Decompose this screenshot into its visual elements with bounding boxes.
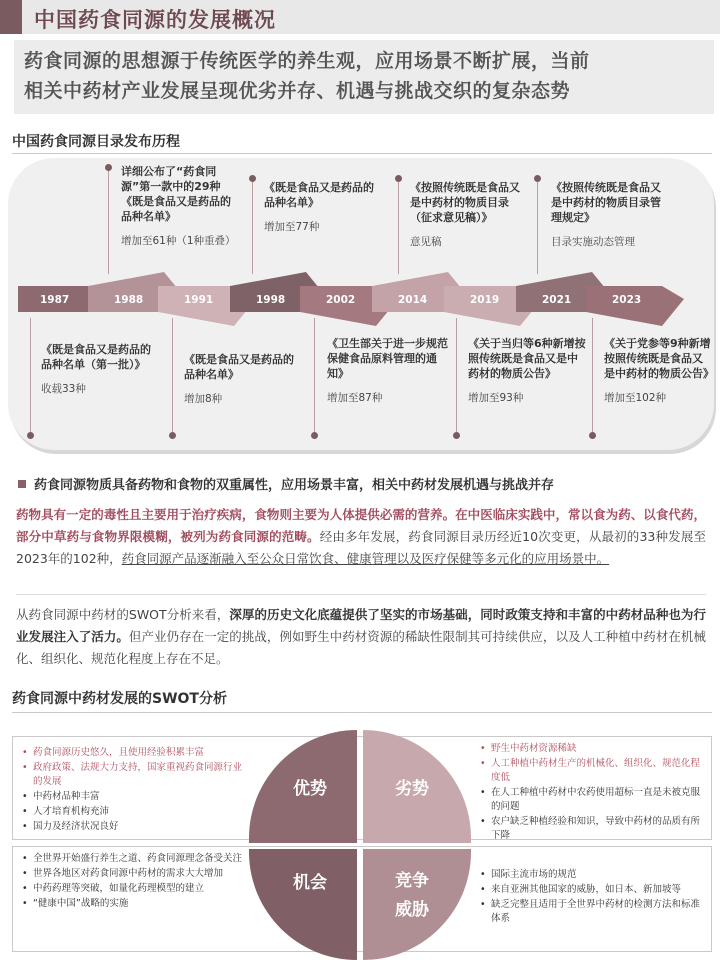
subtitle-line-1: 药食同源的思想源于传统医学的养生观，应用场景不断扩展，当前 — [24, 50, 590, 72]
paragraph-2-plain-b: 但产业仍存在一定的挑战，例如野生中药材资源的稀缺性限制其可持续供应，以及人工种植中药材在机械化、组织化、规范化程度上存在不足。 — [16, 629, 706, 666]
timeline-event-title: 《既是食品又是药品的品种名单》 — [264, 181, 374, 209]
timeline-event-note: 增加8种 — [184, 393, 223, 405]
paragraph-2-plain-a: 从药食同源中药材的SWOT分析来看， — [16, 607, 230, 622]
subtitle-line-2: 相关中药材产业发展呈现优劣并存、机遇与挑战交织的复杂态势 — [24, 80, 571, 102]
timeline-event-note: 增加至87种 — [327, 392, 383, 404]
swot-list-item: • 药食同源历史悠久，且使用经验积累丰富 — [22, 746, 247, 760]
swot-label-threats-1: 竞争 — [395, 871, 429, 891]
swot-quadrant-opportunities — [249, 849, 357, 960]
swot-list-item: • 全世界开始盛行养生之道、药食同源理念备受关注 — [22, 852, 247, 866]
swot-list-item: • “健康中国”战略的实施 — [22, 897, 247, 911]
timeline-event-title: 详细公布了“药食同源”第一款中的29种《既是食品又是药品的品种名单》 — [121, 165, 231, 223]
timeline-year-2002: 2002 — [326, 294, 356, 306]
swot-threats-list — [480, 868, 706, 927]
paragraph-1-highlight: 药物具有一定的毒性且主要用于治疗疾病，食物则主要为人体提供必需的营养。在中医临床实践中，常以食为药、以食代药，部分中草药与食物界限模糊，被列为药食同源的范畴。 — [16, 507, 706, 544]
timeline-event-title: 《既是食品又是药品的品种名单（第一批）》 — [41, 343, 151, 371]
swot-list-item: • 中药药理等突破，如量化药理模型的建立 — [22, 882, 247, 896]
swot-list-item: • 来自亚洲其他国家的威胁，如日本、新加坡等 — [480, 883, 706, 897]
timeline-year-2021: 2021 — [542, 294, 572, 306]
swot-list-item: • 缺乏完整且适用于全世界中药材的检测方法和标准体系 — [480, 898, 706, 926]
swot-list-item: • 农户缺乏种植经验和知识，导致中药材的品质有所下降 — [480, 815, 706, 843]
swot-list-item: • 国际主流市场的规范 — [480, 868, 706, 882]
swot-label-threats — [392, 866, 432, 920]
timeline-event-note: 增加至93种 — [468, 392, 524, 404]
timeline-event-note: 增加至102种 — [604, 392, 667, 404]
timeline-year-1987: 1987 — [40, 294, 70, 306]
timeline-event-title: 《既是食品又是药品的品种名单》 — [184, 353, 294, 381]
paragraph-1-underline: 药食同源产品逐渐融入至公众日常饮食、健康管理以及医疗保健等多元化的应用场景中。 — [121, 551, 610, 566]
swot-weaknesses-list — [480, 742, 706, 844]
swot-list-item: • 世界各地区对药食同源中药材的需求大大增加 — [22, 867, 247, 881]
swot-label-opportunities: 机会 — [293, 873, 327, 893]
timeline-event-note: 收载33种 — [41, 383, 86, 395]
timeline-event-title: 《按照传统既是食品又是中药材的物质目录（征求意见稿）》 — [410, 181, 520, 224]
swot-list-item: • 政府政策、法规大力支持，国家重视药食同源行业的发展 — [22, 761, 247, 789]
timeline-event-title: 《关于党参等9种新增按照传统既是食品又是中药材的物质公告》 — [604, 337, 714, 380]
swot-label-threats-2: 威胁 — [395, 900, 429, 920]
swot-list-item: • 国力及经济状况良好 — [22, 820, 247, 834]
paragraph-2-bold: 深厚的历史文化底蕴提供了坚实的市场基础，同时政策支持和丰富的中药材品种也为行业发展注入了活力。 — [16, 607, 706, 644]
page-title: 中国药食同源的发展概况 — [34, 8, 276, 32]
timeline-year-2014: 2014 — [398, 294, 428, 306]
timeline-year-2019: 2019 — [470, 294, 500, 306]
timeline-year-1991: 1991 — [184, 294, 214, 306]
swot-label-weaknesses: 劣势 — [395, 779, 429, 799]
timeline-event-note: 增加至77种 — [264, 221, 320, 233]
swot-list-item: • 野生中药材资源稀缺 — [480, 742, 706, 756]
paragraph-1-plain: 经由多年发展，药食同源目录历经近10次变更，从最初的33种发展至2023年的102种， — [16, 529, 706, 566]
timeline-event-note: 意见稿 — [410, 236, 442, 248]
timeline-year-2023: 2023 — [612, 294, 642, 306]
timeline-heading: 中国药食同源目录发布历程 — [12, 134, 180, 150]
timeline-event-note: 目录实施动态管理 — [551, 236, 635, 248]
timeline-year-1988: 1988 — [114, 294, 144, 306]
timeline-event-title: 《卫生部关于进一步规范保健食品原料管理的通知》 — [327, 337, 448, 380]
swot-strengths-list — [22, 746, 247, 835]
swot-list-item: • 在人工种植中药材中农药使用超标一直是未被克服的问题 — [480, 786, 706, 814]
swot-label-strengths: 优势 — [293, 779, 327, 799]
swot-heading: 药食同源中药材发展的SWOT分析 — [12, 691, 227, 707]
timeline-event-title: 《按照传统既是食品又是中药材的物质目录管理规定》 — [551, 181, 661, 224]
timeline-event-note: 增加至61种（1种重叠） — [121, 235, 236, 247]
section2-heading: 药食同源物质具备药物和食物的双重属性，应用场景丰富，相关中药材发展机遇与挑战并存 — [34, 478, 555, 493]
timeline-event-title: 《关于当归等6种新增按照传统既是食品又是中药材的物质公告》 — [468, 337, 586, 380]
swot-list-item: • 人工种植中药材生产的机械化、组织化、规范化程度低 — [480, 757, 706, 785]
timeline-year-1998: 1998 — [256, 294, 286, 306]
swot-list-item: • 人才培育机构充沛 — [22, 805, 247, 819]
swot-list-item: • 中药材品种丰富 — [22, 790, 247, 804]
swot-opportunities-list — [22, 852, 247, 912]
